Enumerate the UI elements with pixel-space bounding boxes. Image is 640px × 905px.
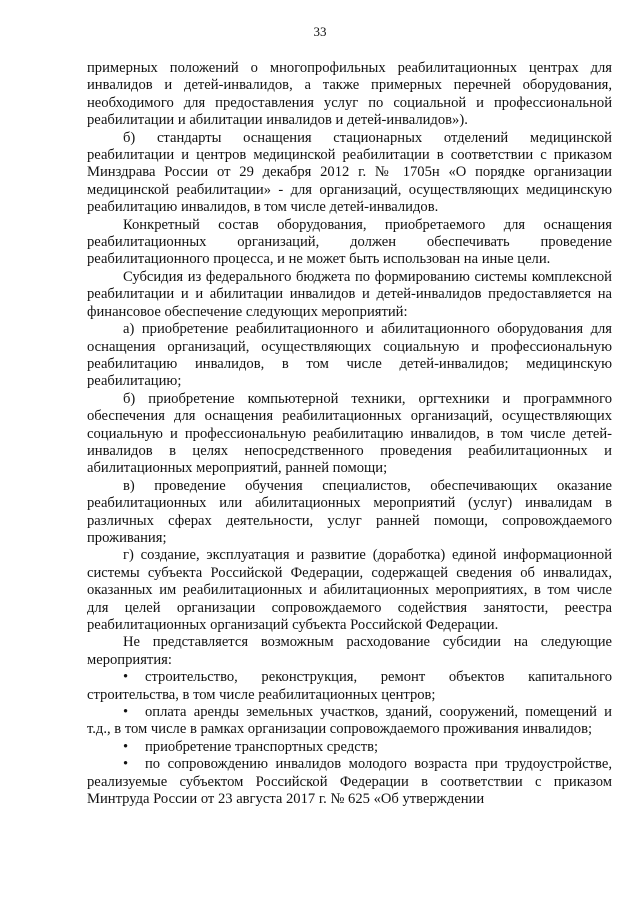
document-body (87, 60, 612, 808)
bullet-text: приобретение транспортных средств; (145, 738, 379, 755)
paragraph-item-b: б) приобретение компьютерной техники, оргтехники и программного обеспечения для оснащения реабилитационных организаций, осуществляющих социальную и профессиональную реабилитацию инвалидов, в том числе детей-инвалидов в целях непосредственного проведения реабилитационных и абилитационных мероприятий, ранней помощи; (87, 390, 612, 477)
bullet-text: строительство, реконструкция, ремонт объектов капитального строительства, в том числе реабилитационных центров; (87, 669, 612, 703)
bullet-mark: • (123, 669, 129, 686)
bullet-mark: • (123, 738, 129, 755)
bullet-text: оплата аренды земельных участков, зданий, сооружений, помещений и т.д., в том числе в рамках организации сопровождаемого проживания инвалидов; (87, 704, 612, 738)
bullet-mark: • (123, 756, 129, 773)
paragraph-subsidy-intro: Субсидия из федерального бюджета по формированию системы комплексной реабилитации и и абилитации инвалидов и детей-инвалидов предоставляется на финансовое обеспечение следующих мероприятий: (87, 268, 612, 320)
paragraph-equipment-composition: Конкретный состав оборудования, приобретаемого для оснащения реабилитационных организаций, должен обеспечивать проведение реабилитационного процесса, и не может быть использован на иные цели. (87, 216, 612, 268)
paragraph-not-allowed-intro: Не представляется возможным расходование субсидии на следующие мероприятия: (87, 634, 612, 668)
paragraph-item-b-standards: б) стандарты оснащения стационарных отделений медицинской реабилитации и центров медицинской реабилитации в соответствии с приказом Минздрава России от 29 декабря 2012 г. № 1705н «О порядке организации медицинской реабилитации» - для организаций, осуществляющих медицинскую реабилитацию инвалидов, в том числе детей-инвалидов. (87, 129, 612, 216)
bullet-item-vehicles (87, 739, 612, 756)
bullet-mark: • (123, 704, 129, 721)
bullet-item-employment-support (87, 756, 612, 808)
page-number: 33 (313, 24, 327, 39)
paragraph-item-a: а) приобретение реабилитационного и абилитационного оборудования для оснащения организаций, осуществляющих социальную и профессиональную реабилитацию инвалидов, в том числе детей-инвалидов; медицинскую реабилитацию; (87, 321, 612, 390)
bullet-item-rent (87, 704, 612, 739)
bullet-text: по сопровождению инвалидов молодого возраста при трудоустройстве, реализуемые субъектом Российской Федерации в соответствии с приказом Минтруда России от 23 августа 2017 г. № 625 «Об утверждении (87, 756, 612, 808)
paragraph-continuation: примерных положений о многопрофильных реабилитационных центрах для инвалидов и детей-инвалидов, а также примерных перечней оборудования, необходимого для предоставления услуг по социальной и профессиональной реабилитации и абилитации инвалидов и детей-инвалидов»). (87, 60, 612, 129)
paragraph-item-v: в) проведение обучения специалистов, обеспечивающих оказание реабилитационных или абилитационных мероприятий (услуг) инвалидам в различных сферах деятельности, услуг ранней помощи, сопровождаемого проживания; (87, 477, 612, 546)
paragraph-item-g: г) создание, эксплуатация и развитие (доработка) единой информационной системы субъекта Российской Федерации, содержащей сведения об инвалидах, оказанных им реабилитационных и абилитационных мероприятиях, в том числе для целей организации сопровождаемого содействия занятости, реестра реабилитационных организаций субъекта Российской Федерации. (87, 547, 612, 633)
bullet-item-construction (87, 669, 612, 704)
